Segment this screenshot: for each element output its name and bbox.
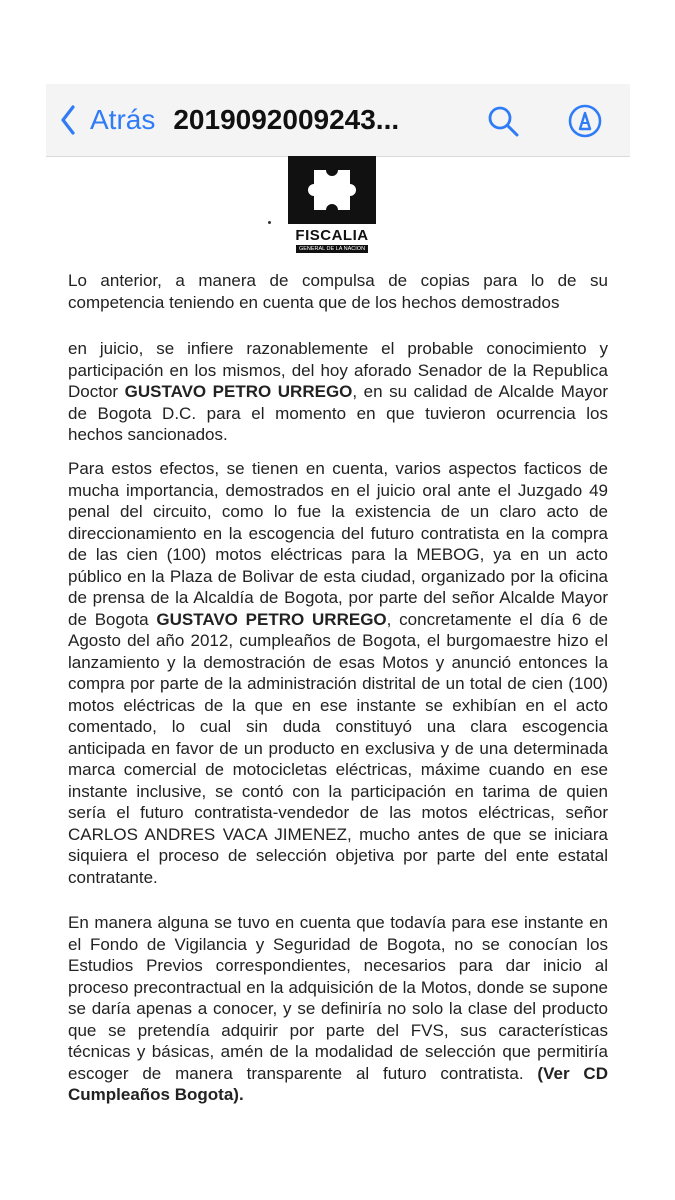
logo-subtitle: GENERAL DE LA NACION [296, 245, 368, 253]
puzzle-logo-icon [288, 156, 376, 224]
paragraph-4-text: En manera alguna se tuvo en cuenta que todavía para ese instante en el Fondo de Vigilancia y Seguridad de Bogota, no se conocían los Estudios Previos correspondientes, necesarios para dar inicio al proceso precontractual en la adquisición de la Motos, donde se supone se daría apenas a conocer, y se definiría no solo la clase del producto que se pretendía adquirir por parte del FVS, sus características técnicas y básicas, amén de la modalidad de selección que permitiría escoger de manera transparente al futuro contratista. [68, 913, 608, 1083]
paragraph-3 [68, 458, 608, 888]
paragraph-2 [68, 338, 608, 446]
paragraph-3-text: Para estos efectos, se tienen en cuenta, varios aspectos facticos de mucha importancia, demostrados en el juicio oral ante el Juzgado 49 penal del circuito, como lo fue la existencia de un claro acto de direccionamiento en la escogencia del futuro contratista en la compra de las cien (100) motos eléctricas para la MEBOG, ya en un acto público en la Plaza de Bolivar de esta ciudad, organizado por la oficina de prensa de la Alcaldía de Bogota, por parte del señor Alcalde Mayor de Bogota [68, 459, 608, 629]
paragraph-1: Lo anterior, a manera de compulsa de copias para lo de su competencia teniendo en cuenta que de los hechos demostrados [68, 271, 608, 312]
paragraph-4 [68, 912, 608, 1106]
navigation-bar [46, 84, 630, 157]
chevron-left-icon [60, 105, 76, 135]
search-icon [486, 104, 520, 138]
back-label: Atrás [90, 104, 156, 135]
markup-button[interactable] [566, 102, 604, 140]
paragraph-2-text: en juicio, se infiere razonablemente el probable conocimiento y participación en los mismos, del hoy aforado Senador de la Republica Doctor [68, 339, 608, 401]
paragraph-2-tail: , en su calidad de Alcalde Mayor de Bogota D.C. para el momento en que tuvieron ocurrencia los hechos sancionados. [68, 382, 608, 444]
back-button[interactable] [60, 104, 155, 136]
document-title: 2019092009243... [173, 104, 400, 135]
scan-mark [268, 221, 271, 224]
search-button[interactable] [484, 102, 522, 140]
paragraph-3-name: GUSTAVO PETRO URREGO [156, 609, 387, 629]
logo-name: FISCALIA [295, 227, 369, 244]
markup-pen-icon [567, 103, 603, 139]
paragraph-3-tail: , concretamente el día 6 de Agosto del año 2012, cumpleaños de Bogota, el burgomaestre hizo el lanzamiento y la demostración de esas Motos y anunció entonces la compra por parte de la administración distrital de un total de cien (100) motos eléctricas de la que en ese instante se exhibían en el acto comentado, lo cual sin duda constituyó una clara escogencia anticipada en favor de un producto en exclusiva y de una determinada marca comercial de motocicletas eléctricas, máxime cuando en ese instante inclusive, se contó con la participación en tarima de quien sería el futuro contratista-vendedor de las motos eléctricas, señor CARLOS ANDRES VACA JIMENEZ, mucho antes de que se iniciara siquiera el proceso de selección objetiva por parte del ente estatal contratante. [68, 609, 608, 887]
paragraph-2-name: GUSTAVO PETRO URREGO [124, 382, 353, 401]
paragraph-4-reference: (Ver CD Cumpleaños Bogota). [68, 1063, 608, 1104]
fiscalia-logo [286, 156, 378, 253]
